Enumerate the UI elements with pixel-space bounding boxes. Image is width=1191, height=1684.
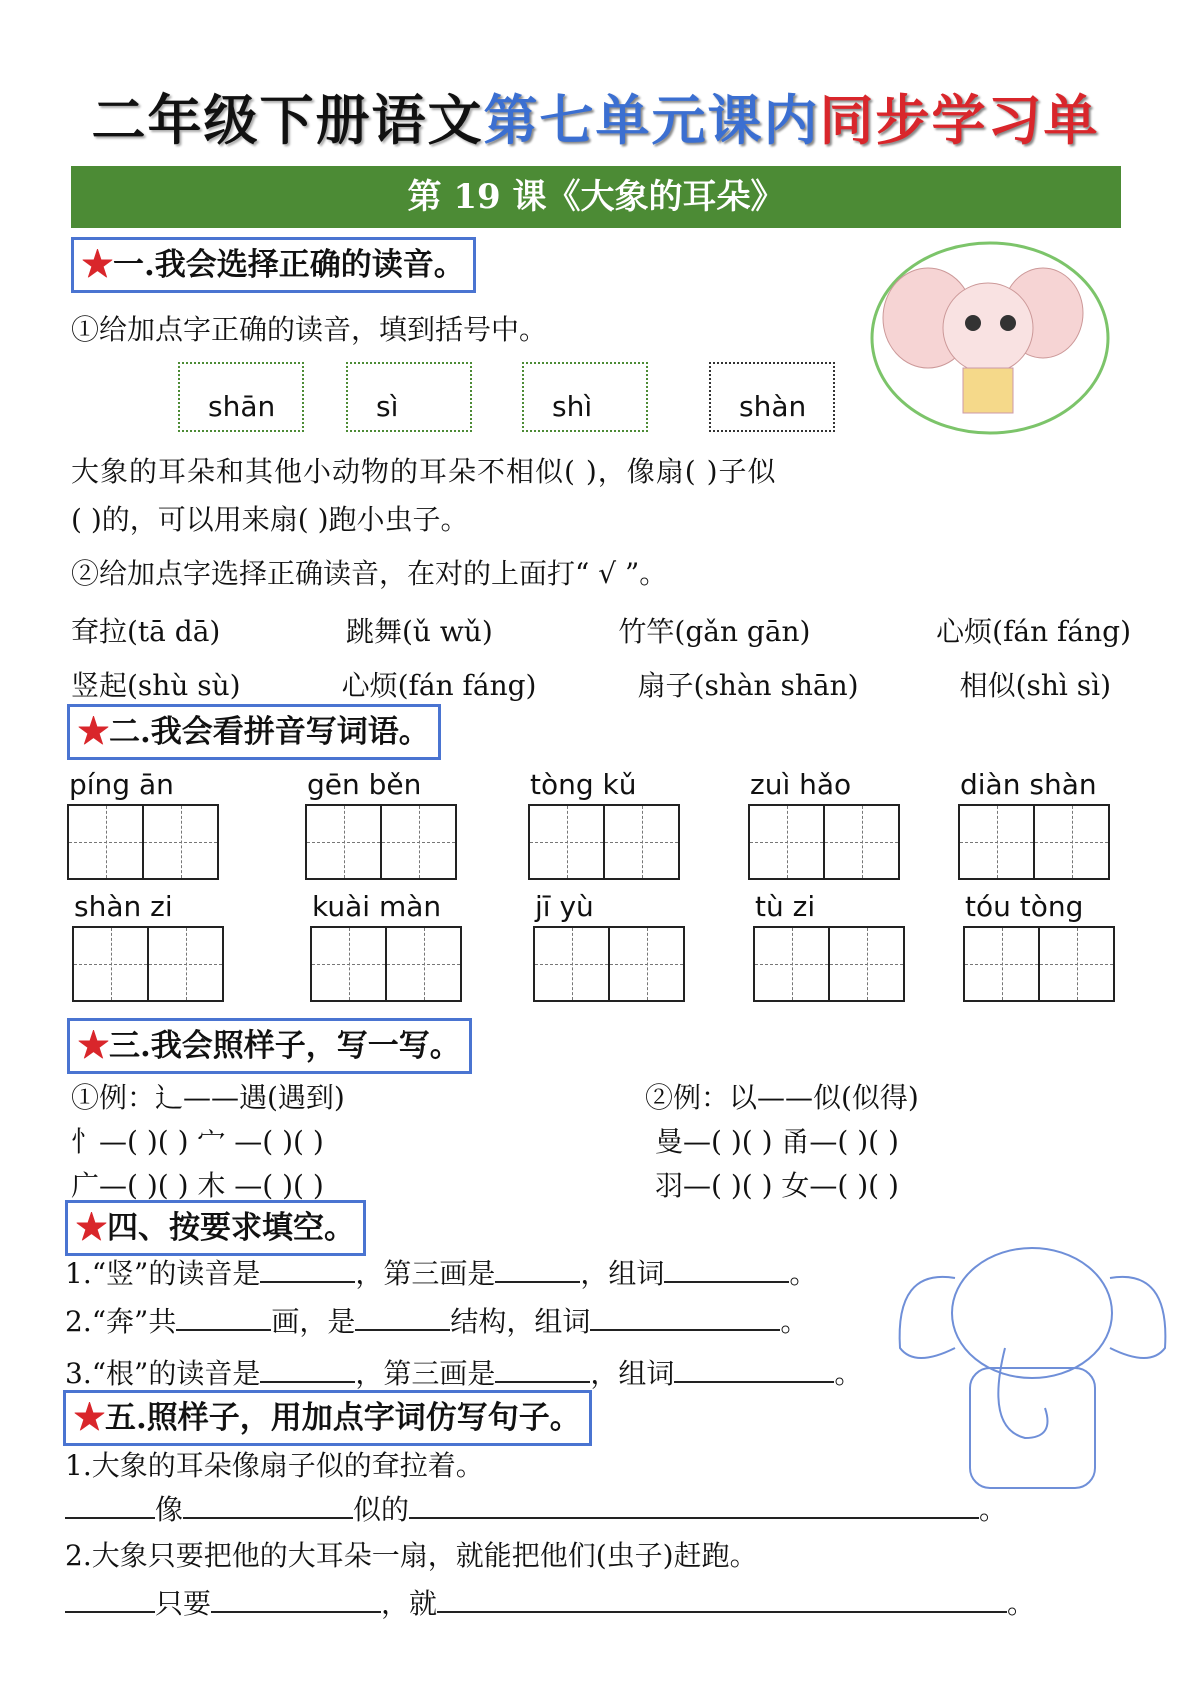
lesson-banner: 第 19 课《大象的耳朵》 bbox=[71, 166, 1121, 228]
page-title bbox=[0, 78, 1191, 155]
example-sentence-2: 2.大象只要把他的大耳朵一扇，就能把他们(虫子)赶跑。 bbox=[65, 1539, 758, 1572]
star-icon: ★ bbox=[82, 247, 113, 283]
question-1-2: ②给加点字选择正确读音，在对的上面打“ √ ”。 bbox=[71, 557, 668, 590]
grid-cell[interactable] bbox=[69, 806, 144, 878]
blank[interactable] bbox=[495, 1281, 580, 1283]
fill-sentence-1[interactable]: 大象的耳朵和其他小动物的耳朵不相似( )，像扇( )子似 bbox=[71, 455, 777, 488]
section-4-heading bbox=[65, 1200, 366, 1256]
pinyin-label: tóu tòng bbox=[965, 890, 1084, 923]
section-5-heading bbox=[63, 1390, 592, 1446]
blank[interactable] bbox=[409, 1517, 979, 1519]
writing-grid[interactable] bbox=[528, 804, 680, 880]
grid-cell[interactable] bbox=[750, 806, 825, 878]
radical-row[interactable]: 广—( )( ) 木 —( )( ) bbox=[71, 1169, 324, 1202]
elephant-illustration-icon bbox=[868, 238, 1113, 438]
writing-grid[interactable] bbox=[67, 804, 219, 880]
fill-line-1: 1.“竖”的读音是 ，第三画是 ，组词 。 bbox=[65, 1257, 818, 1290]
grid-cell[interactable] bbox=[1035, 806, 1108, 878]
pinyin-label: gēn běn bbox=[307, 768, 422, 801]
choice-item[interactable]: 耷拉(tā dā) bbox=[71, 615, 221, 648]
grid-cell[interactable] bbox=[605, 806, 678, 878]
grid-cell[interactable] bbox=[755, 928, 830, 1000]
writing-grid[interactable] bbox=[963, 926, 1115, 1002]
choice-item[interactable]: 扇子(shàn shān) bbox=[637, 669, 859, 702]
star-icon: ★ bbox=[74, 1400, 105, 1436]
pinyin-label: tòng kǔ bbox=[530, 768, 637, 801]
grid-cell[interactable] bbox=[535, 928, 610, 1000]
blank[interactable] bbox=[664, 1281, 789, 1283]
blank[interactable] bbox=[590, 1329, 780, 1331]
pinyin-label: shàn zi bbox=[74, 890, 173, 923]
section-2-heading bbox=[67, 704, 441, 760]
grid-cell[interactable] bbox=[382, 806, 455, 878]
blank[interactable] bbox=[674, 1381, 834, 1383]
fill-line-2: 2.“奔”共 画，是 结构，组词 。 bbox=[65, 1305, 809, 1338]
writing-grid[interactable] bbox=[305, 804, 457, 880]
star-icon: ★ bbox=[78, 714, 109, 750]
blank[interactable] bbox=[260, 1281, 355, 1283]
grid-cell[interactable] bbox=[387, 928, 460, 1000]
writing-grid[interactable] bbox=[310, 926, 462, 1002]
grid-cell[interactable] bbox=[830, 928, 903, 1000]
blank[interactable] bbox=[176, 1329, 271, 1331]
grid-cell[interactable] bbox=[965, 928, 1040, 1000]
pinyin-label: zuì hǎo bbox=[750, 768, 852, 801]
title-part-1: 二年级下册语文 bbox=[91, 88, 484, 152]
pinyin-option: shì bbox=[522, 362, 648, 432]
pinyin-label: diàn shàn bbox=[960, 768, 1097, 801]
writing-grid[interactable] bbox=[748, 804, 900, 880]
heading-text: 四、按要求填空。 bbox=[107, 1210, 355, 1246]
blank[interactable] bbox=[183, 1517, 353, 1519]
heading-text: 二.我会看拼音写词语。 bbox=[109, 714, 430, 750]
choice-item[interactable]: 相似(shì sì) bbox=[959, 669, 1111, 702]
grid-cell[interactable] bbox=[312, 928, 387, 1000]
heading-text: 一.我会选择正确的读音。 bbox=[113, 247, 465, 283]
radical-row[interactable]: 羽—( )( ) 女—( )( ) bbox=[655, 1169, 899, 1202]
blank[interactable] bbox=[260, 1381, 355, 1383]
example-2: ②例：以——似(似得) bbox=[645, 1081, 919, 1114]
blank[interactable] bbox=[65, 1517, 155, 1519]
writing-grid[interactable] bbox=[958, 804, 1110, 880]
pinyin-label: kuài màn bbox=[312, 890, 442, 923]
imitate-line-2: 只要 ，就 。 bbox=[65, 1582, 1035, 1622]
blank[interactable] bbox=[65, 1611, 155, 1613]
pinyin-option: shān bbox=[178, 362, 304, 432]
writing-grid[interactable] bbox=[72, 926, 224, 1002]
fill-sentence-2[interactable]: ( )的，可以用来扇( )跑小虫子。 bbox=[71, 503, 469, 536]
choice-item[interactable]: 心烦(fán fáng) bbox=[341, 669, 537, 702]
radical-row[interactable]: 曼—( )( ) 甬—( )( ) bbox=[655, 1125, 899, 1158]
blank[interactable] bbox=[495, 1381, 590, 1383]
grid-cell[interactable] bbox=[825, 806, 898, 878]
grid-cell[interactable] bbox=[1040, 928, 1113, 1000]
pinyin-label: píng ān bbox=[69, 768, 174, 801]
fill-line-3: 3.“根”的读音是 ，第三画是 ，组词 。 bbox=[65, 1357, 863, 1390]
pinyin-option: sì bbox=[346, 362, 472, 432]
grid-cell[interactable] bbox=[530, 806, 605, 878]
blank[interactable] bbox=[211, 1611, 381, 1613]
choice-item[interactable]: 竹竿(gǎn gān) bbox=[618, 615, 811, 648]
choice-item[interactable]: 跳舞(ǔ wǔ) bbox=[345, 615, 493, 648]
writing-grid[interactable] bbox=[753, 926, 905, 1002]
grid-cell[interactable] bbox=[307, 806, 382, 878]
grid-cell[interactable] bbox=[74, 928, 149, 1000]
writing-grid[interactable] bbox=[533, 926, 685, 1002]
choice-item[interactable]: 心烦(fán fáng) bbox=[936, 615, 1131, 648]
example-1: ①例：辶——遇(遇到) bbox=[71, 1081, 345, 1114]
choice-row-2 bbox=[71, 664, 1111, 704]
section-1-heading bbox=[71, 237, 476, 293]
section-3-heading bbox=[67, 1018, 472, 1074]
blank[interactable] bbox=[355, 1329, 450, 1331]
blank[interactable] bbox=[437, 1611, 1007, 1613]
choice-row-1 bbox=[71, 610, 1131, 650]
choice-item[interactable]: 竖起(shù sù) bbox=[71, 669, 241, 702]
title-part-3: 同步学习单 bbox=[819, 88, 1100, 152]
grid-cell[interactable] bbox=[960, 806, 1035, 878]
grid-cell[interactable] bbox=[144, 806, 217, 878]
elephant-outline-icon bbox=[895, 1238, 1170, 1498]
heading-text: 三.我会照样子，写一写。 bbox=[109, 1028, 461, 1064]
pinyin-option: shàn bbox=[709, 362, 835, 432]
pinyin-label: jī yù bbox=[535, 890, 594, 923]
heading-text: 五.照样子，用加点字词仿写句子。 bbox=[105, 1400, 581, 1436]
question-1-1: ①给加点字正确的读音，填到括号中。 bbox=[71, 313, 548, 346]
imitate-line-1: 像 似的 。 bbox=[65, 1488, 1007, 1528]
grid-cell[interactable] bbox=[149, 928, 222, 1000]
radical-row[interactable]: 忄—( )( ) 宀 —( )( ) bbox=[71, 1125, 324, 1158]
star-icon: ★ bbox=[76, 1210, 107, 1246]
title-part-2: 第七单元课内 bbox=[483, 88, 820, 152]
star-icon: ★ bbox=[78, 1028, 109, 1064]
example-sentence-1: 1.大象的耳朵像扇子似的耷拉着。 bbox=[65, 1449, 484, 1482]
pinyin-label: tù zi bbox=[755, 890, 816, 923]
grid-cell[interactable] bbox=[610, 928, 683, 1000]
